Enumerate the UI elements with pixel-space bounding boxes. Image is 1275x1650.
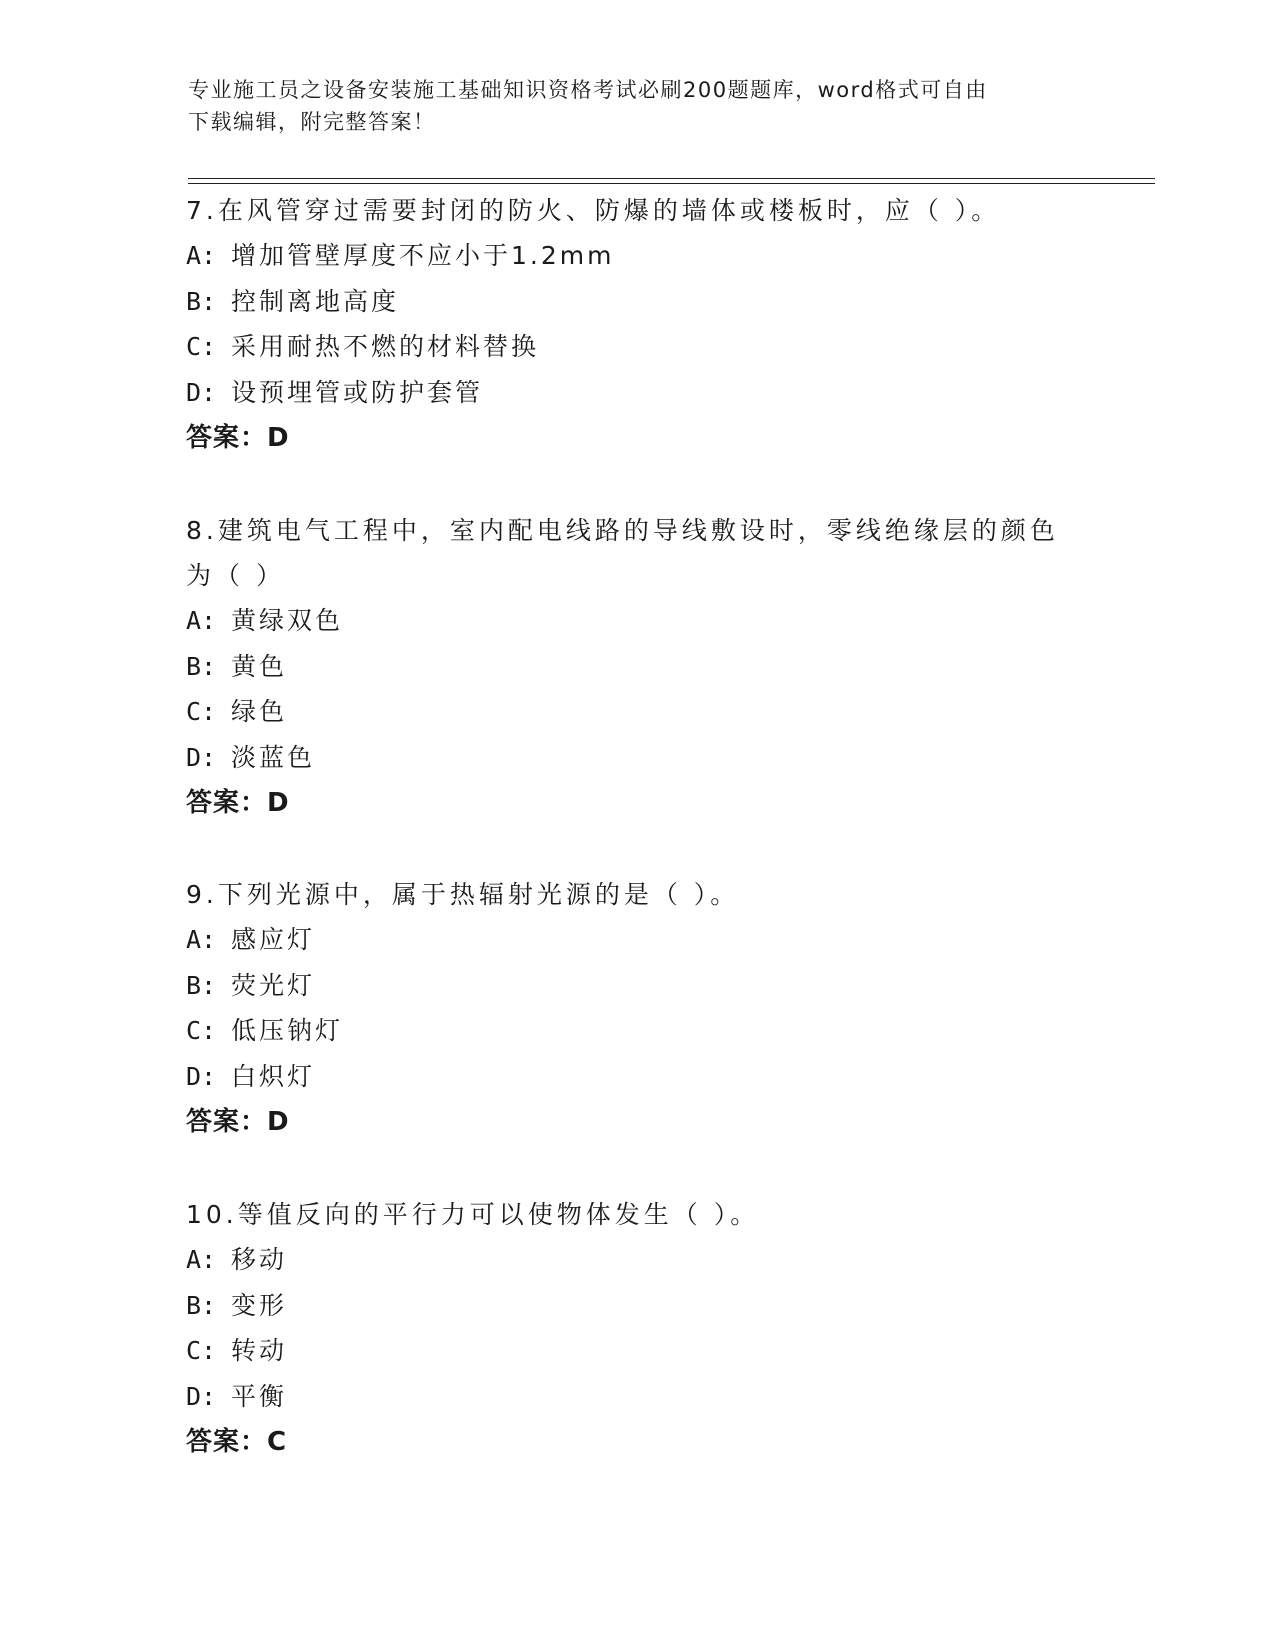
question-7: [186, 188, 1086, 461]
option-key: A:: [186, 606, 217, 635]
option-a: [186, 1237, 1086, 1283]
option-text: 移动: [231, 1245, 288, 1274]
option-key: D:: [186, 377, 217, 407]
option-c: [186, 689, 1086, 735]
answer-label: 答案：D: [186, 423, 290, 453]
question-9: [186, 872, 1086, 1145]
option-text: 设预埋管或防护套管: [231, 377, 484, 407]
option-d: [186, 1054, 1086, 1100]
option-text: 转动: [231, 1336, 288, 1365]
option-c: [186, 324, 1086, 370]
option-c: [186, 1328, 1086, 1374]
option-text: 平衡: [231, 1381, 288, 1411]
option-key: A:: [186, 1245, 217, 1274]
option-key: B:: [186, 651, 217, 681]
option-text: 白炽灯: [231, 1061, 316, 1091]
option-text: 低压钠灯: [231, 1016, 344, 1045]
option-d: [186, 735, 1086, 781]
option-b: [186, 644, 1086, 690]
option-key: B:: [186, 970, 217, 1000]
option-key: A:: [186, 925, 217, 954]
option-text: 黄色: [231, 651, 288, 681]
answer-label: 答案：C: [186, 1427, 288, 1457]
option-text: 变形: [231, 1290, 288, 1320]
option-key: D:: [186, 1061, 217, 1091]
question-stem: 10.等值反向的平行力可以使物体发生（ ）。: [186, 1200, 760, 1229]
option-text: 增加管壁厚度不应小于1.2mm: [231, 241, 615, 270]
option-text: 淡蓝色: [231, 742, 316, 772]
option-key: B:: [186, 1290, 217, 1320]
option-b: [186, 963, 1086, 1009]
option-d: [186, 1374, 1086, 1420]
answer-label: 答案：D: [186, 1107, 290, 1137]
option-key: C:: [186, 697, 217, 726]
option-text: 黄绿双色: [231, 606, 344, 635]
header-divider-top: [188, 178, 1155, 179]
header-line-2: 下载编辑，附完整答案！: [188, 110, 436, 134]
answer-label: 答案：D: [186, 788, 290, 818]
option-text: 控制离地高度: [231, 286, 400, 316]
option-key: C:: [186, 332, 217, 361]
question-stem-line-2: 为（ ）: [186, 561, 285, 590]
option-key: C:: [186, 1336, 217, 1365]
option-key: A:: [186, 241, 217, 270]
document-header: [188, 74, 1088, 138]
option-b: [186, 279, 1086, 325]
option-a: [186, 598, 1086, 644]
option-key: D:: [186, 1381, 217, 1411]
option-key: B:: [186, 286, 217, 316]
option-a: [186, 917, 1086, 963]
question-10: [186, 1192, 1086, 1465]
option-b: [186, 1283, 1086, 1329]
question-stem-line-1: 8.建筑电气工程中，室内配电线路的导线敷设时，零线绝缘层的颜色: [186, 516, 1059, 545]
option-d: [186, 370, 1086, 416]
question-stem: 7.在风管穿过需要封闭的防火、防爆的墙体或楼板时，应（ ）。: [186, 196, 1001, 225]
option-key: C:: [186, 1016, 217, 1045]
option-text: 感应灯: [231, 925, 316, 954]
header-line-1: 专业施工员之设备安装施工基础知识资格考试必刷200题题库，word格式可自由: [188, 78, 988, 102]
option-text: 采用耐热不燃的材料替换: [231, 332, 540, 361]
question-8: [186, 508, 1086, 826]
question-stem: 9.下列光源中，属于热辐射光源的是（ ）。: [186, 880, 740, 909]
option-key: D:: [186, 742, 217, 772]
header-divider-bottom: [188, 183, 1155, 184]
option-c: [186, 1008, 1086, 1054]
option-a: [186, 233, 1086, 279]
option-text: 荧光灯: [231, 970, 316, 1000]
option-text: 绿色: [231, 697, 288, 726]
